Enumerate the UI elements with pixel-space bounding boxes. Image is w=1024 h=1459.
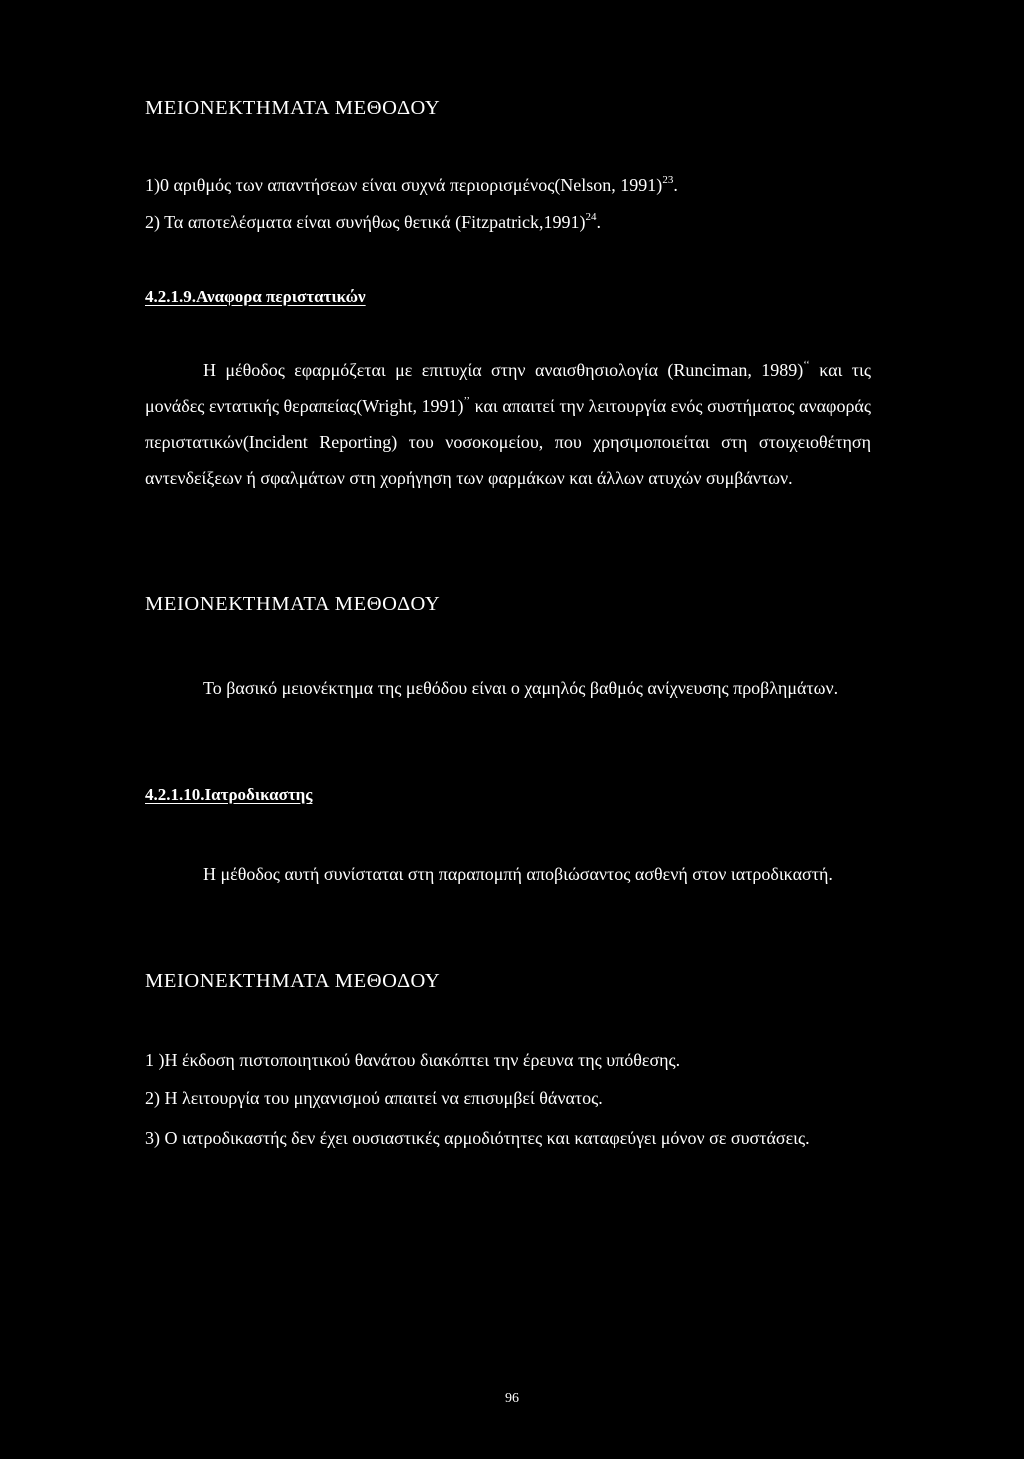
- list-item-text: 1)0 αριθμός των απαντήσεων είναι συχνά περιορισμένος(Nelson, 1991): [145, 175, 663, 195]
- section-title-incident-reporting: [145, 287, 871, 307]
- list-item: [145, 175, 871, 196]
- list-item: 1 )Η έκδοση πιστοποιητικού θανάτου διακόπτει την έρευνα της υπόθεσης.: [145, 1050, 681, 1070]
- paragraph-incident-reporting: [145, 352, 871, 496]
- citation-mark: ‘‘: [803, 359, 810, 371]
- list-item: 2) Η λειτουργία του μηχανισμού απαιτεί να επισυμβεί θάνατος.: [145, 1088, 603, 1108]
- citation-ref: 24: [585, 211, 597, 223]
- section-number: 4.2.1.9.: [145, 287, 196, 306]
- list-item-end: .: [596, 212, 602, 232]
- list-item-text: 2) Τα αποτελέσματα είναι συνήθως θετικά (Fitzpatrick,1991): [145, 212, 586, 232]
- page-number: 96: [505, 1391, 519, 1406]
- section-title-text: Αναφορα περιστατικών: [196, 287, 366, 306]
- paragraph-coroner: Η μέθοδος αυτή συνίσταται στη παραπομπή αποβιώσαντος ασθενή στον ιατροδικαστή.: [203, 864, 833, 884]
- list-item: [145, 212, 871, 233]
- citation-mark: ’’: [463, 395, 471, 407]
- section-title-text: Ιατροδικαστης: [204, 785, 313, 804]
- section-heading-disadvantages-1: ΜΕΙΟΝΕΚΤΗΜΑΤΑ ΜΕΘΟΔΟΥ: [145, 97, 441, 119]
- paragraph-text: και τις μονάδες εντατικής θεραπείας(Wright, 1991): [145, 360, 871, 416]
- section-number: 4.2.1.10.: [145, 785, 205, 804]
- section-title-coroner: [145, 785, 871, 805]
- section-heading-disadvantages-2: ΜΕΙΟΝΕΚΤΗΜΑΤΑ ΜΕΘΟΔΟΥ: [145, 593, 441, 615]
- section-heading-disadvantages-3: ΜΕΙΟΝΕΚΤΗΜΑΤΑ ΜΕΘΟΔΟΥ: [145, 970, 441, 992]
- list-item: 3) Ο ιατροδικαστής δεν έχει ουσιαστικές αρμοδιότητες και καταφεύγει μόνον σε συστάσεις.: [145, 1128, 810, 1148]
- paragraph-text: και απαιτεί την λειτουργία ενός συστήματος αναφοράς περιστατικών(Incident Reporting) του νοσοκομείου, που χρησιμοποιείται στη στοιχειοθέτηση αντενδείξεων ή σφαλμάτων στη χορήγηση των φαρμάκων και άλλων ατυχών συμβάντων.: [145, 396, 871, 488]
- paragraph-text: Η μέθοδος εφαρμόζεται με επιτυχία στην αναισθησιολογία (Runciman, 1989): [203, 360, 804, 380]
- paragraph-main-disadvantage: Το βασικό μειονέκτημα της μεθόδου είναι ο χαμηλός βαθμός ανίχνευσης προβλημάτων.: [203, 678, 839, 698]
- citation-ref: 23: [662, 174, 674, 186]
- list-item-end: .: [673, 175, 678, 195]
